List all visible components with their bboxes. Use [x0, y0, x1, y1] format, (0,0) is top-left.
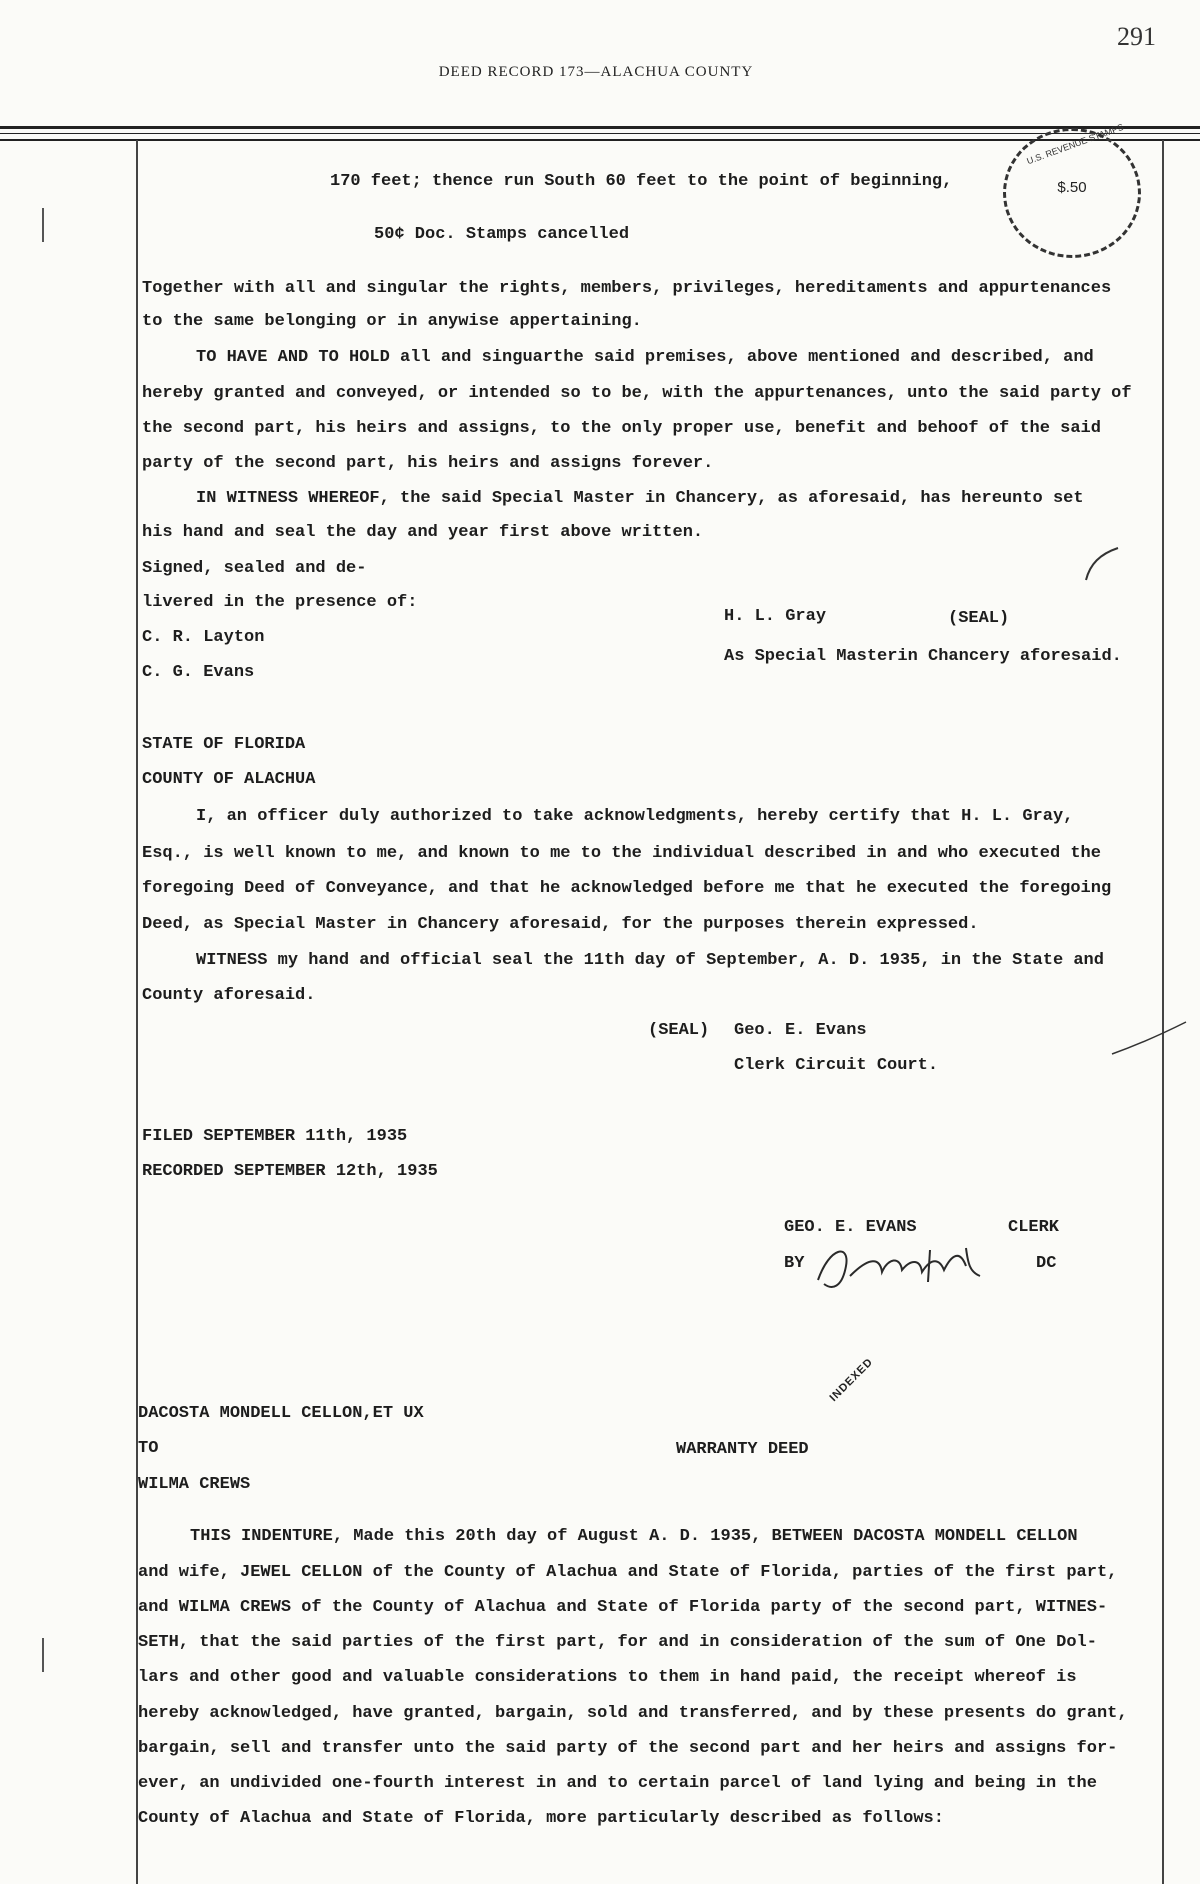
margin-mark-bottom: [42, 1638, 44, 1672]
text-line: WITNESS my hand and official seal the 11th day of September, A. D. 1935, in the State and: [196, 951, 1104, 970]
clerk-title: Clerk Circuit Court.: [734, 1056, 939, 1075]
filed-date: FILED SEPTEMBER 11th, 1935: [142, 1127, 408, 1146]
text-line: lars and other good and valuable considerations to them in hand paid, the receipt whereof is: [138, 1668, 1077, 1687]
text-line: County aforesaid.: [142, 986, 316, 1005]
signer-title: As Special Masterin Chancery aforesaid.: [724, 647, 1122, 666]
seal-label: (SEAL): [648, 1021, 710, 1040]
text-line: the second part, his heirs and assigns, to the only proper use, benefit and behoof of the said: [142, 419, 1101, 438]
seal-label: (SEAL): [948, 609, 1010, 628]
text-line: THIS INDENTURE, Made this 20th day of August A. D. 1935, BETWEEN DACOSTA MONDELL CELLON: [190, 1527, 1078, 1546]
text-line: to the same belonging or in anywise appertaining.: [142, 312, 642, 331]
header-rule-thick: [0, 126, 1200, 129]
text-line: Signed, sealed and de-: [142, 559, 367, 578]
text-line: SETH, that the said parties of the first part, for and in consideration of the sum of One Dol-: [138, 1633, 1097, 1652]
clerk-label: CLERK: [1008, 1218, 1060, 1237]
text-line: hereby granted and conveyed, or intended so to be, with the appurtenances, unto the said party of: [142, 384, 1132, 403]
text-line: IN WITNESS WHEREOF, the said Special Master in Chancery, as aforesaid, has hereunto set: [196, 489, 1084, 508]
witness-name: C. G. Evans: [142, 663, 255, 682]
text-line: I, an officer duly authorized to take acknowledgments, hereby certify that H. L. Gray,: [196, 807, 1074, 826]
text-line: Together with all and singular the rights, members, privileges, hereditaments and appurtenances: [142, 279, 1112, 298]
deed-type: WARRANTY DEED: [676, 1440, 809, 1459]
text-line: County of Alachua and State of Florida, more particularly described as follows:: [138, 1809, 944, 1828]
text-line: ever, an undivided one-fourth interest in and to certain parcel of land lying and being in the: [138, 1774, 1097, 1793]
right-margin-border: [1162, 140, 1164, 1884]
text-line: Deed, as Special Master in Chancery aforesaid, for the purposes therein expressed.: [142, 915, 979, 934]
text-line: Esq., is well known to me, and known to me to the individual described in and who executed the: [142, 844, 1101, 863]
revenue-stamp: [1003, 121, 1141, 258]
text-line: COUNTY OF ALACHUA: [142, 770, 316, 789]
text-line: TO HAVE AND TO HOLD all and singuarthe said premises, above mentioned and described, and: [196, 348, 1094, 367]
text-line: STATE OF FLORIDA: [142, 735, 306, 754]
stamp-rim-lettering: U.S. REVENUE STAMPS: [1025, 121, 1125, 167]
clerk-signature-name: GEO. E. EVANS: [784, 1218, 917, 1237]
recorded-date: RECORDED SEPTEMBER 12th, 1935: [142, 1162, 438, 1181]
left-margin-border: [136, 140, 138, 1884]
to-label: TO: [138, 1439, 159, 1458]
text-line: bargain, sell and transfer unto the said party of the second part and her heirs and assigns for-: [138, 1739, 1118, 1758]
page-header-title: DEED RECORD 173—ALACHUA COUNTY: [438, 64, 754, 80]
grantor-names: DACOSTA MONDELL CELLON,ET UX: [138, 1404, 424, 1423]
text-line: 170 feet; thence run South 60 feet to the point of beginning,: [330, 172, 953, 191]
pen-stroke-mark: [1110, 1018, 1190, 1058]
header-rule-thin: [0, 133, 1200, 134]
indexed-annotation: INDEXED: [827, 1355, 876, 1404]
margin-mark-top: [42, 208, 44, 242]
header-rule-bottom: [0, 139, 1200, 141]
signer-name: H. L. Gray: [724, 607, 827, 626]
grantee-name: WILMA CREWS: [138, 1475, 251, 1494]
by-label: BY: [784, 1254, 805, 1273]
text-line: foregoing Deed of Conveyance, and that he acknowledged before me that he executed the foregoing: [142, 879, 1112, 898]
text-line: hereby acknowledged, have granted, bargain, sold and transferred, and by these presents do grant,: [138, 1704, 1128, 1723]
text-line: his hand and seal the day and year first above written.: [142, 523, 704, 542]
clerk-handwritten-signature: [810, 1236, 1000, 1296]
text-line: party of the second part, his heirs and assigns forever.: [142, 454, 714, 473]
stamp-amount: $.50: [1057, 179, 1087, 196]
pen-stroke-mark: [1082, 544, 1122, 584]
text-line: and WILMA CREWS of the County of Alachua and State of Florida party of the second part, WITNES-: [138, 1598, 1108, 1617]
text-line: and wife, JEWEL CELLON of the County of Alachua and State of Florida, parties of the first part,: [138, 1563, 1118, 1582]
text-line: 50¢ Doc. Stamps cancelled: [374, 225, 630, 244]
clerk-name: Geo. E. Evans: [734, 1021, 867, 1040]
witness-name: C. R. Layton: [142, 628, 265, 647]
dc-label: DC: [1036, 1254, 1057, 1273]
page-number: 291: [1117, 22, 1156, 51]
text-line: livered in the presence of:: [142, 593, 418, 612]
